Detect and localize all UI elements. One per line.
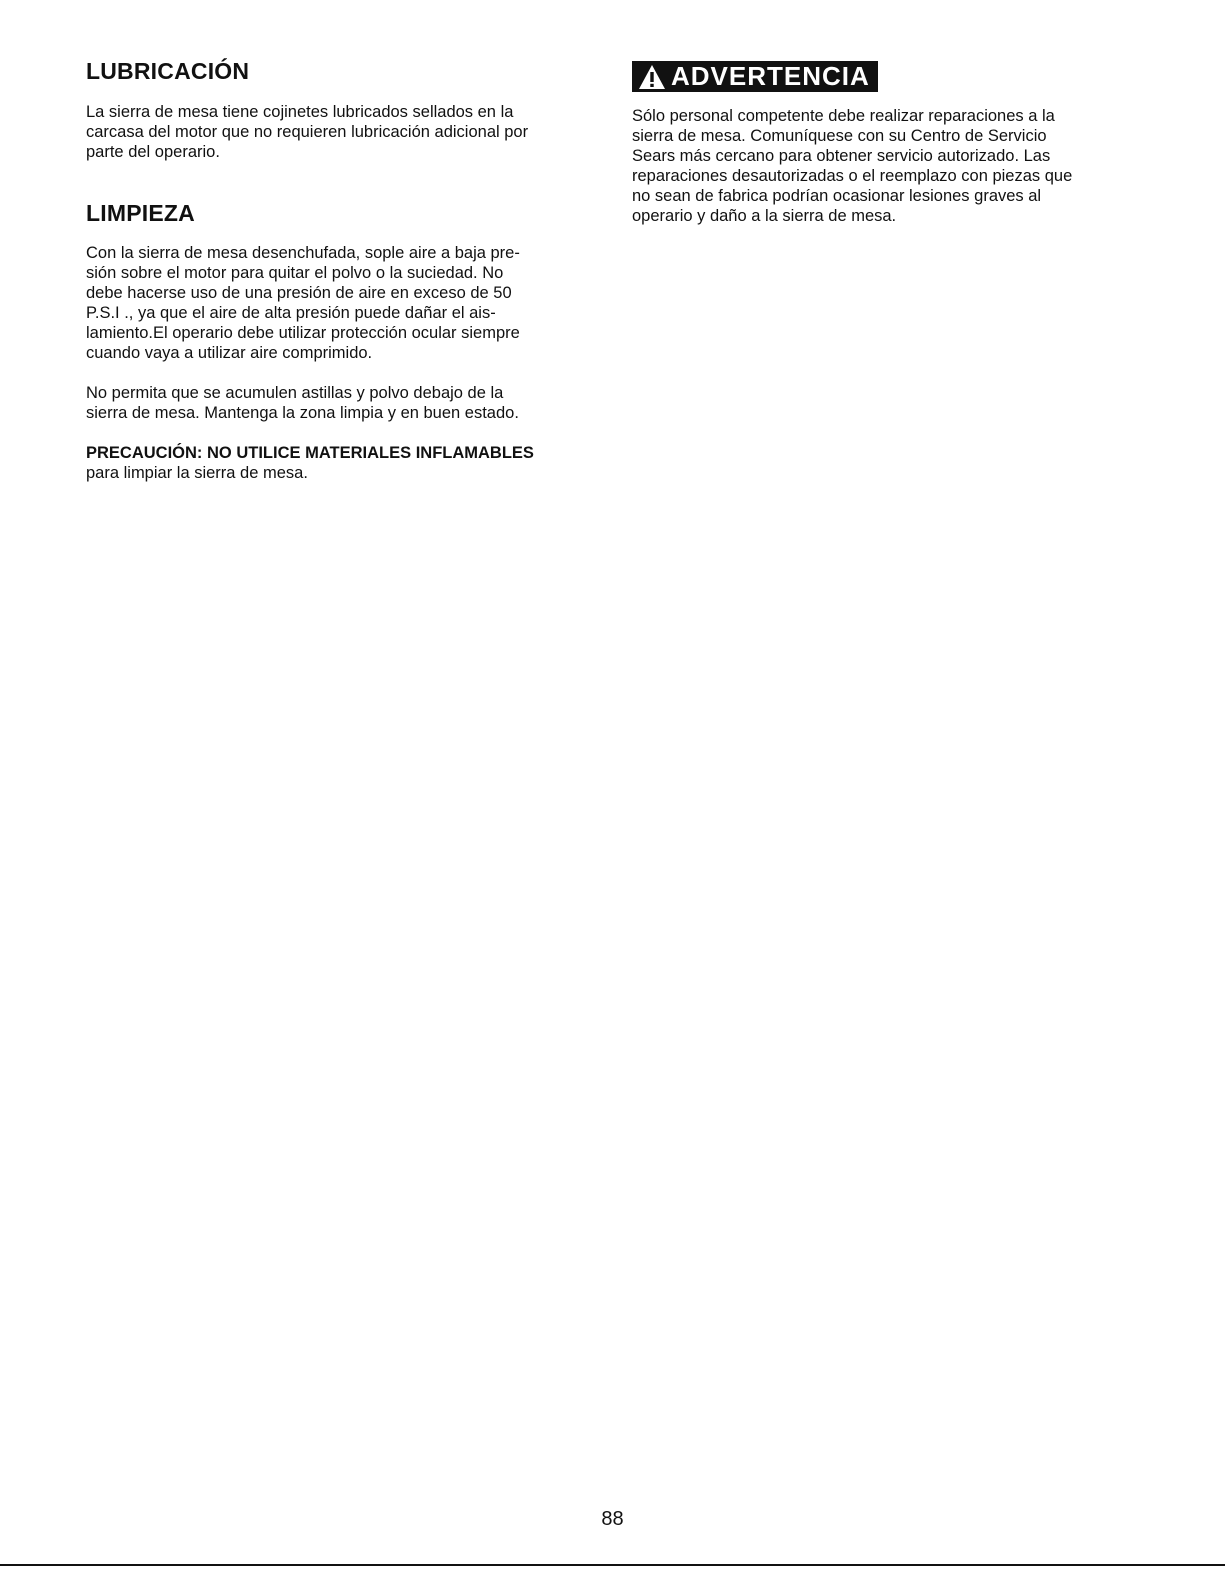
text-line: La sierra de mesa tiene cojinetes lubricados sellados en la [86,103,514,121]
text-line: Sears más cercano para obtener servicio autorizado. Las [632,146,1051,165]
text-line: Sólo personal competente debe realizar reparaciones a la [632,106,1055,125]
text-line: reparaciones desautorizadas o el reemplazo con piezas que [632,166,1073,185]
text-line: No permita que se acumulen astillas y polvo debajo de la [86,384,504,402]
text-line: lamiento.El operario debe utilizar protección ocular siempre [86,324,520,342]
text-line: carcasa del motor que no requieren lubricación adicional por [86,123,529,141]
text-line: operario y daño a la sierra de mesa. [632,206,897,225]
warning-banner [632,61,878,92]
cleaning-paragraph-2 [86,383,586,423]
left-column [86,58,586,483]
text-line: no sean de fabrica podrían ocasionar lesiones graves al [632,186,1042,205]
text-line: Con la sierra de mesa desenchufada, sople aire a baja pre- [86,244,520,262]
bottom-divider [0,1564,1225,1566]
warning-label: ADVERTENCIA [671,61,870,91]
cleaning-heading: LIMPIEZA [86,200,195,226]
cleaning-paragraph-1 [86,243,586,363]
caution-note [86,443,586,483]
lubrication-heading: LUBRICACIÓN [86,58,250,84]
warning-triangle-icon [638,64,666,90]
page-number: 88 [601,1508,624,1530]
lubrication-paragraph [86,102,586,162]
text-line: sión sobre el motor para quitar el polvo o la suciedad. No [86,264,504,282]
right-column [632,61,1132,226]
text-line: parte del operario. [86,143,220,161]
caution-label: PRECAUCIÓN: NO UTILICE MATERIALES INFLAMABLES [86,444,534,462]
caution-text: para limpiar la sierra de mesa. [86,464,308,482]
text-line: sierra de mesa. Mantenga la zona limpia y en buen estado. [86,404,519,422]
text-line: cuando vaya a utilizar aire comprimido. [86,344,373,362]
text-line: debe hacerse uso de una presión de aire en exceso de 50 [86,284,512,302]
text-line: sierra de mesa. Comuníquese con su Centro de Servicio [632,126,1047,145]
warning-paragraph [632,106,1132,226]
text-line: P.S.I ., ya que el aire de alta presión puede dañar el ais- [86,304,496,322]
